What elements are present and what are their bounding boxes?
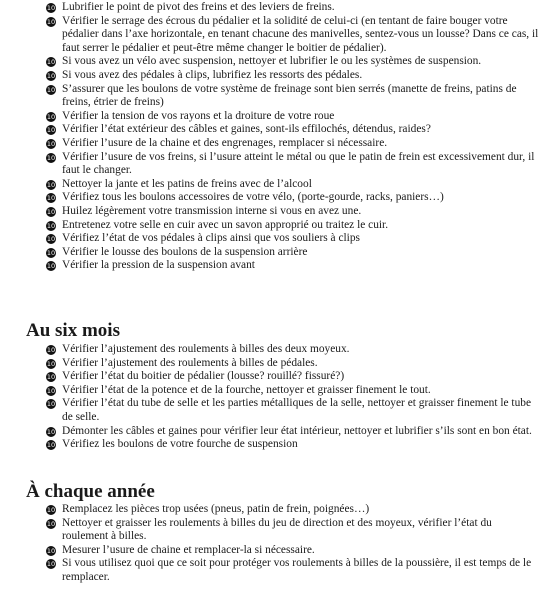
checklist-item <box>0 1 548 15</box>
circled-number-icon: 10 <box>46 519 56 528</box>
checklist-item <box>0 232 548 246</box>
checklist-item-text: Vérifier l’ajustement des roulements à billes de pédales. <box>62 356 318 369</box>
checklist-item-text: Vérifier le serrage des écrous du pédalier et la solidité de celui-ci (en tentant de faire bouger votre pédalier dans l’axe horizontale, en tenant chacune des manivelles, sentez-vous un lousse? Dans ce cas, il faut serrer le pédalier et peut-être même changer le boitier de pédalier). <box>62 14 539 54</box>
circled-number-icon: 10 <box>46 427 56 436</box>
checklist-item-text: Vérifier l’état du tube de selle et les parties métalliques de la selle, nettoyer et graisser finement le tube de selle. <box>62 397 532 423</box>
circled-number-icon: 10 <box>46 180 56 189</box>
checklist-item <box>0 205 548 219</box>
checklist-item <box>0 544 548 558</box>
circled-number-icon: 10 <box>46 194 56 203</box>
checklist-item <box>0 425 548 439</box>
checklist-item-text: Si vous avez des pédales à clips, lubrifiez les ressorts des pédales. <box>62 68 363 81</box>
circled-number-icon: 10 <box>46 346 56 354</box>
checklist-item-text: Mesurer l’usure de chaine et remplacer-la si nécessaire. <box>62 543 315 556</box>
circled-number-icon: 10 <box>46 4 56 12</box>
circled-number-icon: 10 <box>46 126 56 135</box>
checklist-item <box>0 83 548 110</box>
checklist-item-text: Vérifier l’ajustement des roulements à billes des deux moyeux. <box>62 343 350 355</box>
six-month-checklist <box>0 343 548 452</box>
checklist-item-text: Nettoyer la jante et les patins de freins avec de l’alcool <box>62 177 312 190</box>
checklist-item <box>0 517 548 544</box>
circled-number-icon: 10 <box>46 221 56 230</box>
circled-number-icon: 10 <box>46 17 56 26</box>
checklist-item-text: Nettoyer et graisser les roulements à billes du jeu de direction et des moyeux, vérifier l’état du roulement à billes. <box>62 516 492 543</box>
circled-number-icon: 10 <box>46 386 56 395</box>
section-heading-yearly: À chaque année <box>26 481 155 502</box>
circled-number-icon: 10 <box>46 71 56 80</box>
checklist-item-text: Si vous avez un vélo avec suspension, nettoyer et lubrifier le ou les systèmes de suspension. <box>62 55 482 68</box>
checklist-item <box>0 123 548 137</box>
circled-number-icon: 10 <box>46 560 56 569</box>
checklist-item-text: Remplacez les pièces trop usées (pneus, patin de frein, poignées…) <box>62 503 370 515</box>
checklist-item-text: S’assurer que les boulons de votre système de freinage sont bien serrés (manette de freins, patins de freins, étrier de freins) <box>62 82 517 109</box>
circled-number-icon: 10 <box>46 58 56 67</box>
circled-number-icon: 10 <box>46 139 56 148</box>
checklist-item <box>0 110 548 124</box>
checklist-item-text: Vérifiez les boulons de votre fourche de suspension <box>62 438 298 451</box>
checklist-item <box>0 178 548 192</box>
checklist-item-text: Vérifier l’usure de vos freins, si l’usure atteint le métal ou que le patin de frein est excessivement dur, il faut le changer. <box>62 150 535 177</box>
circled-number-icon: 10 <box>46 546 56 555</box>
checklist-item <box>0 357 548 371</box>
checklist-item <box>0 438 548 452</box>
circled-number-icon: 10 <box>46 207 56 216</box>
checklist-item-text: Vérifier la pression de la suspension avant <box>62 259 255 272</box>
checklist-item <box>0 69 548 83</box>
yearly-checklist <box>0 503 548 585</box>
circled-number-icon: 10 <box>46 506 56 514</box>
circled-number-icon: 10 <box>46 359 56 368</box>
circled-number-icon: 10 <box>46 112 56 121</box>
checklist-item-text: Vérifier l’état de la potence et de la fourche, nettoyer et graisser finement le tout. <box>62 383 431 396</box>
circled-number-icon: 10 <box>46 153 56 162</box>
checklist-item <box>0 191 548 205</box>
monthly-checklist <box>0 1 548 273</box>
circled-number-icon: 10 <box>46 248 56 257</box>
checklist-item <box>0 259 548 273</box>
circled-number-icon: 10 <box>46 85 56 94</box>
circled-number-icon: 10 <box>46 235 56 244</box>
checklist-item-text: Vérifier la tension de vos rayons et la droiture de votre roue <box>62 109 335 122</box>
checklist-item <box>0 15 548 56</box>
checklist-item-text: Démonter les câbles et gaines pour vérifier leur état intérieur, nettoyer et lubrifier s’ils sont en bon état. <box>62 424 532 437</box>
checklist-item <box>0 219 548 233</box>
checklist-item-text: Vérifier l’état du boitier de pédalier (lousse? rouillé? fissuré?) <box>62 370 345 383</box>
checklist-item <box>0 397 548 424</box>
circled-number-icon: 10 <box>46 441 56 450</box>
section-heading-six-months: Au six mois <box>26 320 120 341</box>
circled-number-icon: 10 <box>46 262 56 271</box>
circled-number-icon: 10 <box>46 400 56 409</box>
checklist-item <box>0 343 548 357</box>
checklist-item-text: Vérifier l’usure de la chaine et des engrenages, remplacer si nécessaire. <box>62 136 388 149</box>
checklist-item-text: Vérifier le lousse des boulons de la suspension arrière <box>62 245 308 258</box>
checklist-item <box>0 370 548 384</box>
checklist-item <box>0 384 548 398</box>
checklist-item-text: Entretenez votre selle en cuir avec un savon approprié ou traitez le cuir. <box>62 218 389 231</box>
checklist-item <box>0 246 548 260</box>
checklist-item-text: Vérifiez tous les boulons accessoires de votre vélo, (porte-gourde, racks, paniers…) <box>62 191 444 204</box>
checklist-item-text: Huilez légèrement votre transmission interne si vous en avez une. <box>62 204 362 217</box>
checklist-item <box>0 557 548 584</box>
checklist-item-text: Vérifier l’état extérieur des câbles et gaines, sont-ils effilochés, détendus, raides? <box>62 123 431 136</box>
checklist-item-text: Si vous utilisez quoi que ce soit pour protéger vos roulements à billes de la poussière, il est temps de le remplacer. <box>62 557 532 583</box>
circled-number-icon: 10 <box>46 373 56 382</box>
checklist-item <box>0 55 548 69</box>
checklist-item-text: Lubrifier le point de pivot des freins et des leviers de freins. <box>62 1 335 13</box>
checklist-item <box>0 151 548 178</box>
checklist-item <box>0 503 548 517</box>
checklist-item-text: Vérifiez l’état de vos pédales à clips ainsi que vos souliers à clips <box>62 232 360 245</box>
checklist-item <box>0 137 548 151</box>
